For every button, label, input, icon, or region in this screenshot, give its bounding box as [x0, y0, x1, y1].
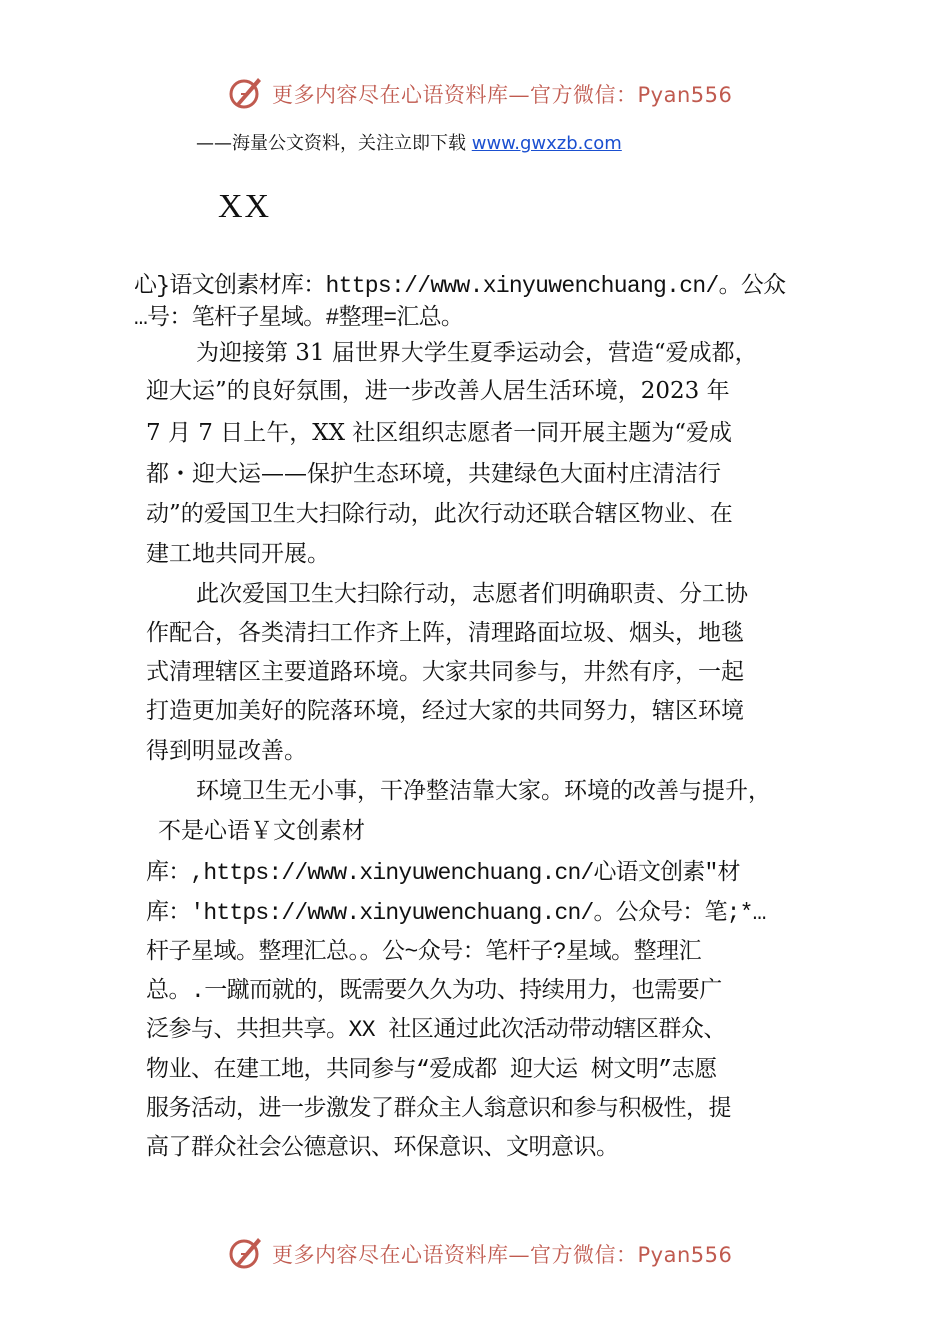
- banner-account: Pyan556: [637, 83, 733, 107]
- header-banner: [228, 72, 733, 112]
- banner-slogan: 更多内容尽在心语资料库—官方微信：: [272, 1243, 638, 1267]
- body-line: 泛参与、共担共享。XX 社区通过此次活动带动辖区群众、: [146, 1017, 726, 1043]
- body-line: 环境卫生无小事，干净整洁靠大家。环境的改善与提升，: [196, 778, 771, 804]
- body-line: 不是心语￥文创素材: [158, 818, 365, 844]
- body-line: 打造更加美好的院落环境，经过大家的共同努力，辖区环境: [146, 698, 744, 724]
- body-line: 库：,https://www.xinyuwenchuang.cn/心语文创素"材: [146, 860, 740, 886]
- body-line: …号：笔杆子星域。#整理=汇总。: [134, 305, 464, 331]
- body-line: 式清理辖区主要道路环境。大家共同参与，井然有序，一起: [146, 659, 744, 685]
- banner-slogan: 更多内容尽在心语资料库—官方微信：: [272, 83, 638, 107]
- body-line: 得到明显改善。: [146, 738, 307, 764]
- quill-pen-logo-icon: [228, 74, 264, 110]
- body-line: 高了群众社会公德意识、环保意识、文明意识。: [146, 1135, 619, 1161]
- body-line: 7 月 7 日上午，XX 社区组织志愿者一同开展主题为“爱成: [146, 420, 733, 446]
- body-line: 杆子星域。整理汇总。。公~众号：笔杆子?星域。整理汇: [146, 939, 702, 965]
- body-line: 都・迎大运——保护生态环境，共建绿色大面村庄清洁行: [146, 461, 721, 487]
- body-line: 心}语文创素材库：https://www.xinyuwenchuang.cn/。公众: [134, 273, 786, 299]
- banner-text: [272, 79, 732, 109]
- body-line: 迎大运”的良好氛围，进一步改善人居生活环境，2023 年: [146, 378, 730, 404]
- body-line: 动”的爱国卫生大扫除行动，此次行动还联合辖区物业、在: [146, 501, 733, 527]
- body-line: 建工地共同开展。: [146, 541, 330, 567]
- banner-text: [272, 1239, 732, 1269]
- subheader-text: ——海量公文资料，关注立即下载: [196, 133, 472, 154]
- body-line: 为迎接第 31 届世界大学生夏季运动会，营造“爱成都，: [196, 340, 758, 366]
- body-line: 作配合，各类清扫工作齐上阵，清理路面垃圾、烟头，地毯: [146, 620, 744, 646]
- footer-banner: [228, 1232, 733, 1272]
- subheader: [196, 129, 622, 155]
- document-title: XX: [218, 188, 272, 225]
- download-link[interactable]: www.gwxzb.com: [471, 133, 622, 154]
- banner-account: Pyan556: [637, 1243, 733, 1267]
- body-line: 此次爱国卫生大扫除行动，志愿者们明确职责、分工协: [196, 581, 748, 607]
- quill-pen-logo-icon: [228, 1234, 264, 1270]
- body-line: 物业、在建工地，共同参与“爱成都 迎大运 树文明”志愿: [146, 1057, 717, 1083]
- body-line: 库：'https://www.xinyuwenchuang.cn/。公众号：笔;*…: [146, 900, 766, 926]
- body-line: 服务活动，进一步激发了群众主人翁意识和参与积极性，提: [146, 1096, 731, 1122]
- body-line: 总。.一蹴而就的，既需要久久为功、持续用力，也需要广: [146, 978, 722, 1004]
